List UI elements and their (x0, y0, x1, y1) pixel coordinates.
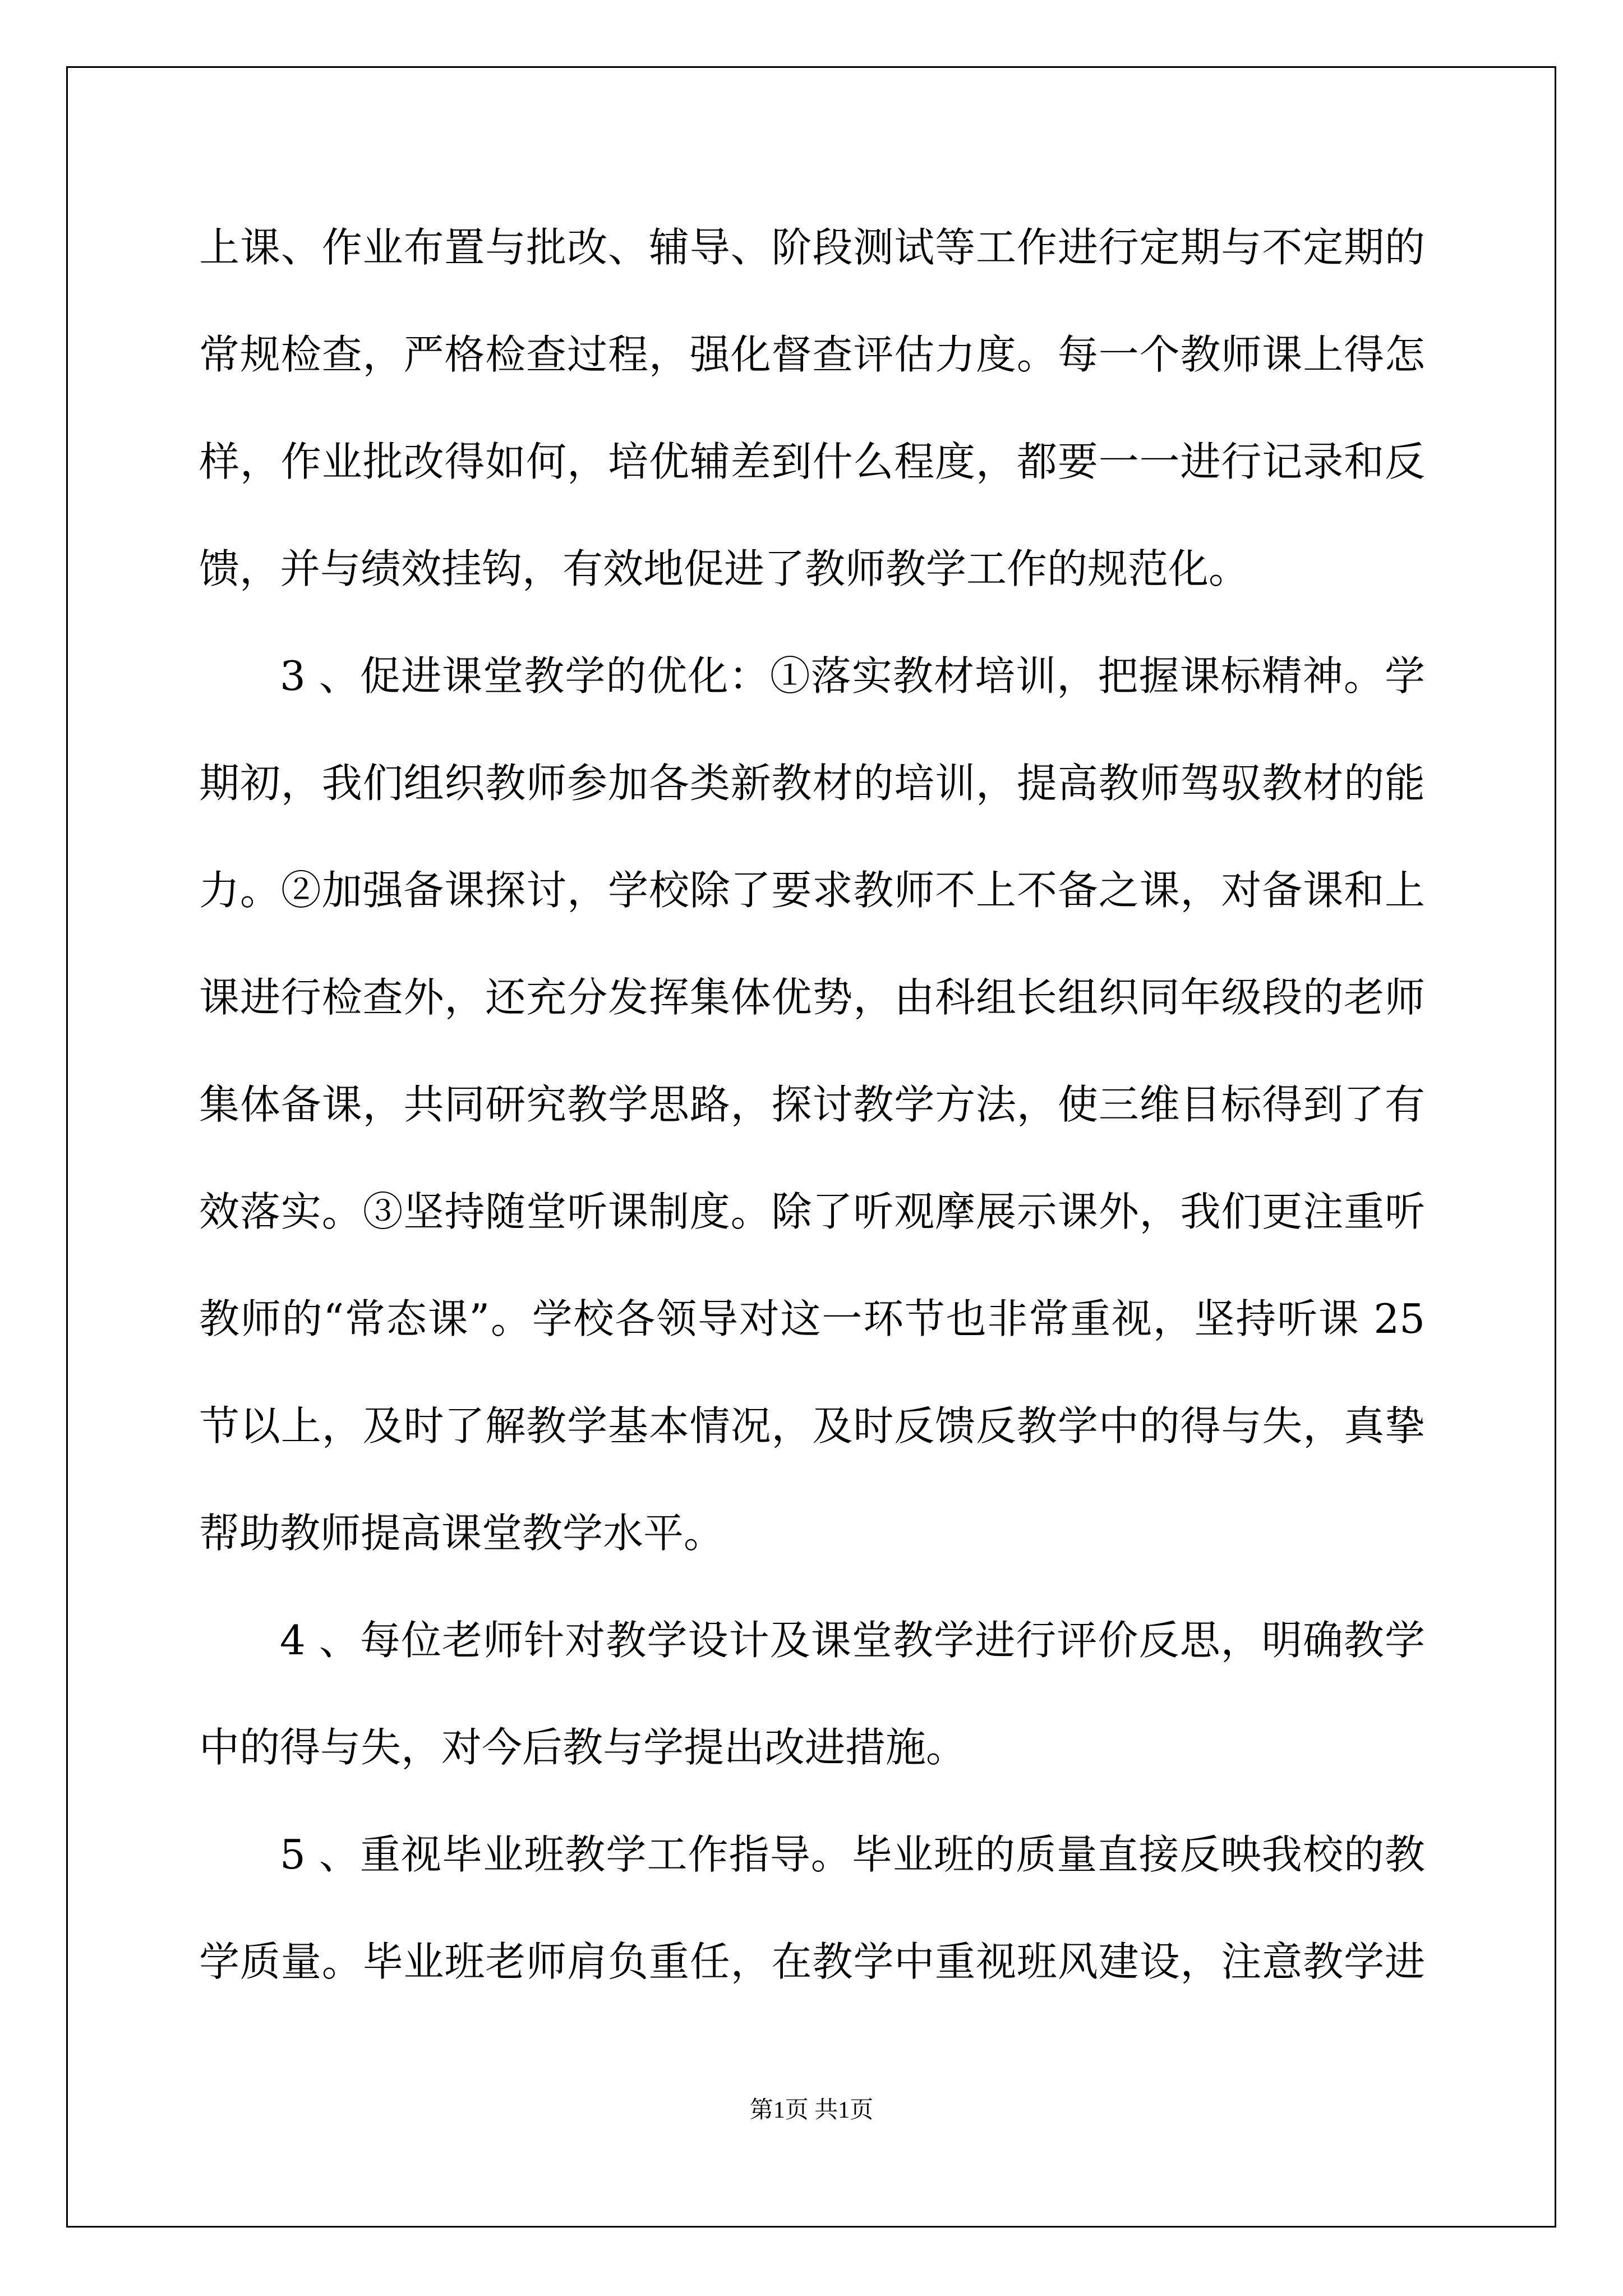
text-line: 帮助教师提高课堂教学水平。 (199, 1510, 725, 1557)
text-line: 集体备课，共同研究教学思路，探讨教学方法，使三维目标得到了有 (199, 1081, 1425, 1128)
text-line: 教师的“常态课”。学校各领导对这一环节也非常重视，坚持听课 25 (199, 1295, 1425, 1342)
document-body (199, 216, 1425, 2037)
text-line: 学质量。毕业班老师肩负重任，在教学中重视班风建设，注意教学进 (199, 1938, 1425, 1985)
text-line: 馈，并与绩效挂钩，有效地促进了教师教学工作的规范化。 (199, 545, 1249, 592)
paragraph-5-line: 5 、重视毕业班教学工作指导。毕业班的质量直接反映我校的教 (280, 1831, 1425, 1878)
text-line: 上课、作业布置与批改、辅导、阶段测试等工作进行定期与不定期的 (199, 224, 1425, 271)
paragraph-3-line: 3 、促进课堂教学的优化：①落实教材培训，把握课标精神。学 (280, 652, 1425, 700)
text-line: 节以上，及时了解教学基本情况，及时反馈反教学中的得与失，真挚 (199, 1402, 1425, 1450)
text-line: 力。②加强备课探讨，学校除了要求教师不上不备之课，对备课和上 (199, 867, 1425, 914)
text-line: 样，作业批改得如何，培优辅差到什么程度，都要一一进行记录和反 (199, 438, 1425, 485)
paragraph-4-line: 4 、每位老师针对教学设计及课堂教学进行评价反思，明确教学 (280, 1617, 1425, 1664)
text-line: 期初，我们组织教师参加各类新教材的培训，提高教师驾驭教材的能 (199, 760, 1425, 807)
text-line: 效落实。③坚持随堂听课制度。除了听观摩展示课外，我们更注重听 (199, 1188, 1425, 1235)
text-line: 中的得与失，对今后教与学提出改进措施。 (199, 1724, 967, 1771)
page-number-footer: 第1页 共1页 (749, 2097, 874, 2123)
text-line: 常规检查，严格检查过程，强化督查评估力度。每一个教师课上得怎 (199, 331, 1425, 378)
text-line: 课进行检查外，还充分发挥集体优势，由科组长组织同年级段的老师 (199, 974, 1425, 1021)
